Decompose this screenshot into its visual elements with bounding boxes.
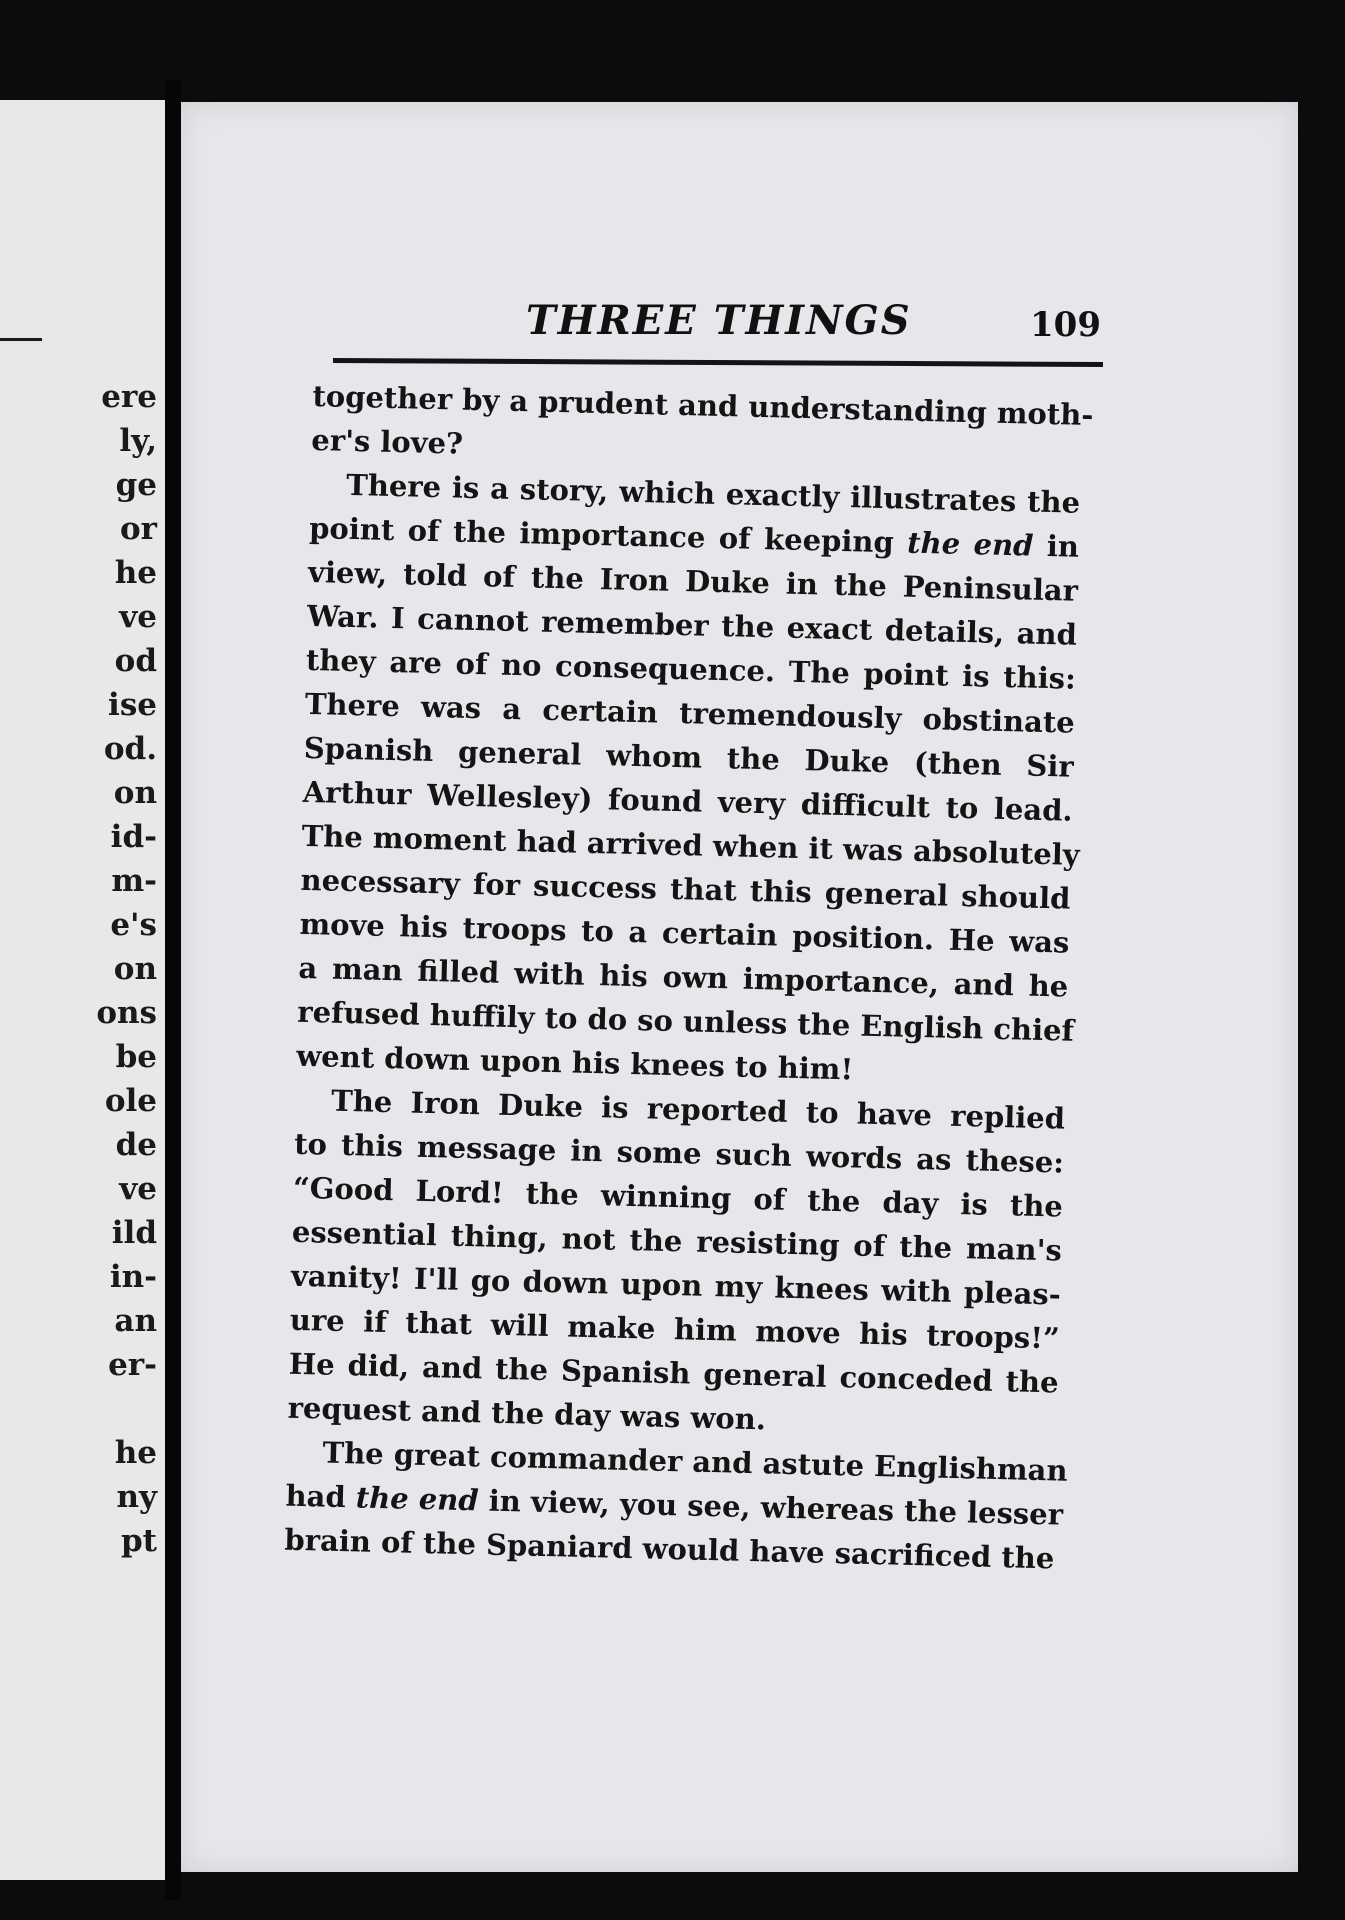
text-line-content: together by a prudent and understanding moth- (312, 378, 1094, 433)
text-line-content: er's love? (310, 422, 464, 461)
previous-page-fragment: de (115, 1127, 157, 1163)
previous-page-fragment: ole (104, 1083, 157, 1119)
text-line-content: There was a certain tremendously obstinate (304, 686, 1076, 740)
previous-page-fragment: ons (96, 995, 157, 1031)
previous-page-fragment: er- (108, 1347, 157, 1383)
running-title: THREE THINGS (526, 297, 912, 344)
page-number: 109 (1030, 305, 1101, 345)
previous-page-fragment: be (115, 1039, 157, 1075)
previous-page-edge (0, 100, 165, 1880)
text-line-content: brain of the Spaniard would have sacrificed the (284, 1522, 1055, 1576)
text-line-content: The moment had arrived when it was absolutely (301, 818, 1081, 872)
text-line-content: War. I cannot remember the exact details, and (306, 598, 1078, 652)
text-line-content: view, told of the Iron Duke in the Peninsular (307, 554, 1079, 608)
text-line-content: Arthur Wellesley) found very difficult to lead. (302, 774, 1073, 828)
text-line-content: they are of no consequence. The point is this: (305, 642, 1077, 696)
previous-page-fragment: an (114, 1303, 157, 1339)
text-line-content: The Iron Duke is reported to have replied (330, 1083, 1066, 1136)
previous-page-fragment (96, 1387, 157, 1431)
previous-page-header-rule (0, 338, 42, 341)
previous-page-fragment: he (114, 1435, 157, 1471)
previous-page-fragment: od (114, 643, 157, 679)
text-line-content: essential thing, not the resisting of the man's (291, 1214, 1063, 1268)
previous-page-fragment: id- (110, 819, 157, 855)
book-gutter (165, 80, 181, 1900)
previous-page-fragment: in- (109, 1259, 157, 1295)
text-line-content: The great commander and astute Englishman (322, 1435, 1068, 1488)
book-page (181, 102, 1298, 1872)
text-line-content: “Good Lord! the winning of the day is the (292, 1170, 1064, 1224)
emphasized-phrase: the end (906, 525, 1034, 563)
text-line-content: Spanish general whom the Duke (then Sir (303, 730, 1075, 784)
previous-page-line-endings (96, 375, 157, 1563)
text-line-continuation: in view, you see, whereas the lesser (478, 1483, 1064, 1532)
previous-page-fragment: od. (103, 731, 157, 767)
previous-page-fragment: ge (115, 467, 157, 503)
previous-page-fragment: ve (119, 1171, 157, 1207)
text-line-content: request and the day was won. (287, 1390, 767, 1437)
previous-page-fragment: ve (119, 599, 157, 635)
previous-page-fragment: ild (111, 1215, 157, 1251)
previous-page-fragment: on (113, 775, 157, 811)
previous-page-fragment: or (119, 511, 157, 547)
text-line-content: vanity! I'll go down upon my knees with pleas- (290, 1258, 1062, 1312)
emphasized-phrase: the end (355, 1480, 480, 1518)
header-rule (333, 358, 1103, 367)
text-line-content: to this message in some such words as these: (293, 1126, 1065, 1180)
text-line-content: refused huffily to do so unless the English chief (296, 994, 1075, 1048)
text-line-content: There is a story, which exactly illustrates the (345, 467, 1081, 520)
text-line-content: ure if that will make him move his troops!” (289, 1302, 1061, 1356)
text-line-content: necessary for success that this general should (300, 862, 1071, 916)
text-line-content: went down upon his knees to him! (295, 1038, 854, 1087)
previous-page-fragment: on (113, 951, 157, 987)
previous-page-fragment: pt (121, 1523, 157, 1559)
text-line-content: He did, and the Spanish general conceded the (288, 1346, 1059, 1400)
text-line-continuation: in (1033, 528, 1080, 564)
previous-page-fragment: he (114, 555, 157, 591)
body-text (284, 374, 1094, 1580)
text-line-content: had (285, 1478, 357, 1515)
previous-page-fragment: ny (116, 1479, 157, 1515)
previous-page-fragment: m- (111, 863, 157, 899)
page-header (336, 297, 1101, 359)
previous-page-fragment: ise (108, 687, 157, 723)
text-line-content: move his troops to a certain position. He was (299, 906, 1070, 960)
text-line-content: a man filled with his own importance, and he (298, 950, 1069, 1004)
previous-page-fragment: e's (110, 907, 157, 943)
previous-page-fragment: ly, (119, 423, 157, 459)
previous-page-fragment: ere (101, 379, 157, 415)
text-line-content: point of the importance of keeping (308, 510, 908, 560)
